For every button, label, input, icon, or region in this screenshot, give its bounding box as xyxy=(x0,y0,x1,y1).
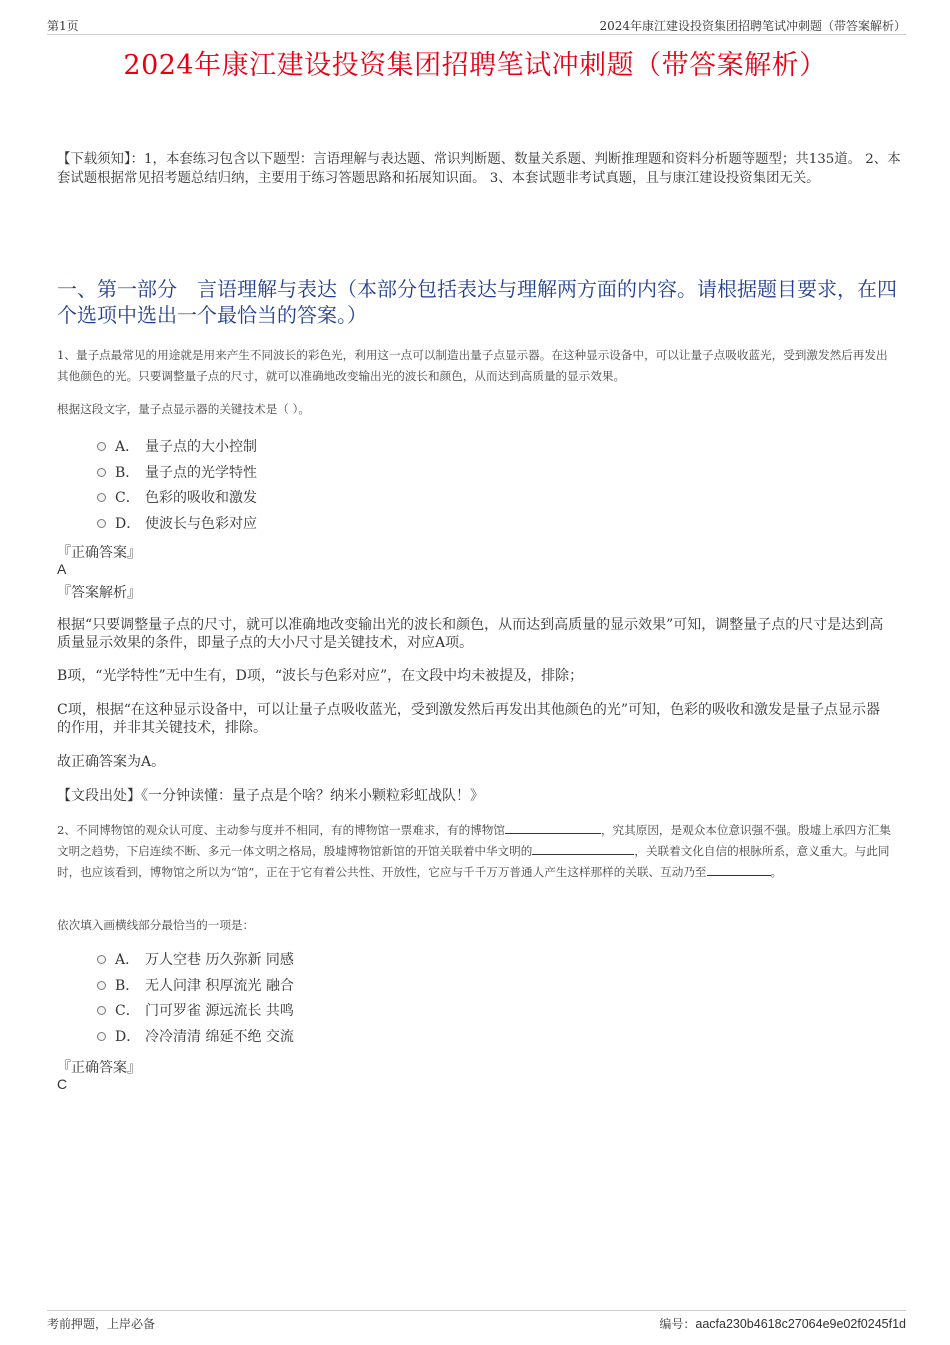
question-1-analysis-label: 『答案解析』 xyxy=(57,585,141,601)
radio-icon[interactable] xyxy=(97,1006,106,1015)
question-2-options xyxy=(95,946,495,1049)
option-c[interactable] xyxy=(95,484,495,510)
option-a[interactable] xyxy=(95,433,495,459)
question-2-text-part: ，究其原因，是观众本位意识强不强。殷墟上承四方汇集文明之趋势，下启连续不断、多元一体文明之格局，殷墟博物馆新馆的开馆关联着中华文明的 xyxy=(57,823,891,858)
question-1-text: 1、量子点最常见的用途就是用来产生不同波长的彩色光，利用这一点可以制造出量子点显示器。在这种显示设备中，可以让量子点吸收蓝光，受到激发然后再发出其他颜色的光。只要调整量子点的尺寸，就可以准确地改变输出光的波长和颜色，从而达到高质量的显示效果。 xyxy=(57,348,888,383)
question-2-text-part: 。 xyxy=(770,865,783,879)
option-d[interactable] xyxy=(95,510,495,536)
option-text: 万人空巷 历久弥新 同感 xyxy=(145,952,294,968)
section-heading: 一、第一部分 言语理解与表达（本部分包括表达与理解两方面的内容。请根据题目要求，在四个选项中选出一个最恰当的答案。） xyxy=(57,277,897,327)
question-2-text-part: 2、不同博物馆的观众认可度、主动参与度并不相同，有的博物馆一票难求，有的博物馆 xyxy=(57,823,505,837)
fill-blank xyxy=(532,841,634,855)
question-1-prompt: 根据这段文字，量子点显示器的关键技术是（ ）。 xyxy=(57,402,310,416)
analysis-paragraph: C项，根据“在这种显示设备中，可以让量子点吸收蓝光，受到激发然后再发出其他颜色的光”可知，色彩的吸收和激发是量子点显示器的作用，并非其关键技术，排除。 xyxy=(57,702,881,736)
question-1-answer-label: 『正确答案』 xyxy=(57,545,141,561)
fill-blank xyxy=(505,820,601,834)
question-2-text xyxy=(57,820,899,883)
radio-icon[interactable] xyxy=(97,468,106,477)
question-2-prompt: 依次填入画横线部分最恰当的一项是： xyxy=(57,918,255,932)
option-b[interactable] xyxy=(95,972,495,998)
option-letter: A． xyxy=(115,439,140,455)
footer-slogan: 考前押题，上岸必备 xyxy=(47,1317,156,1331)
radio-icon[interactable] xyxy=(97,493,106,502)
option-text: 使波长与色彩对应 xyxy=(145,516,257,533)
question-2-answer-label: 『正确答案』 xyxy=(57,1060,141,1076)
document-code xyxy=(659,1315,906,1332)
option-letter: C． xyxy=(115,490,140,507)
option-letter: D． xyxy=(115,516,141,533)
question-1-options xyxy=(95,433,495,536)
code-label: 编号： xyxy=(659,1317,696,1331)
header-doc-title: 2024年康江建设投资集团招聘笔试冲刺题（带答案解析） xyxy=(599,19,906,33)
radio-icon[interactable] xyxy=(97,981,106,990)
page-footer xyxy=(47,1310,906,1333)
code-value: aacfa230b4618c27064e9e02f0245f1d xyxy=(695,1317,906,1331)
option-d[interactable] xyxy=(95,1023,495,1049)
question-1-answer: A xyxy=(57,561,67,577)
analysis-source: 【文段出处】《一分钟读懂：量子点是个啥？纳米小颗粒彩虹战队！》 xyxy=(57,788,484,804)
option-text: 无人问津 积厚流光 融合 xyxy=(145,977,294,994)
analysis-conclusion: 故正确答案为A。 xyxy=(57,754,166,770)
option-text: 量子点的大小控制 xyxy=(145,439,257,455)
option-b[interactable] xyxy=(95,459,495,485)
question-2-answer: C xyxy=(57,1076,68,1092)
option-text: 冷冷清清 绵延不绝 交流 xyxy=(145,1029,294,1046)
option-letter: A． xyxy=(115,952,140,968)
radio-icon[interactable] xyxy=(97,955,106,964)
fill-blank xyxy=(707,862,771,876)
option-letter: B． xyxy=(115,977,140,994)
option-c[interactable] xyxy=(95,997,495,1023)
page-number: 第1页 xyxy=(47,19,79,33)
page-title: 2024年康江建设投资集团招聘笔试冲刺题（带答案解析） xyxy=(123,50,827,81)
radio-icon[interactable] xyxy=(97,1032,106,1041)
option-letter: B． xyxy=(115,464,140,481)
radio-icon[interactable] xyxy=(97,442,106,451)
option-letter: D． xyxy=(115,1029,141,1046)
analysis-paragraph: B项，“光学特性”无中生有，D项，“波长与色彩对应”，在文段中均未被提及，排除； xyxy=(57,668,584,684)
question-2-text-part: ，关联着文化自信的根脉所系，意义重大。与此同时，也应该看到，博物馆之所以为“馆”，正在于它有着公共性、开放性，它应与千千万万普通人产生这样那样的关联、互动乃至 xyxy=(57,844,890,879)
download-notice: 【下载须知】：1，本套练习包含以下题型：言语理解与表达题、常识判断题、数量关系题、判断推理题和资料分析题等题型；共135道。 2、本套试题根据常见招考题总结归纳，主要用于练习答题思路和拓展知识面。 3、本套试题非考试真题，且与康江建设投资集团无关。 xyxy=(57,152,901,186)
option-letter: C． xyxy=(115,1003,140,1020)
page-header xyxy=(47,14,906,35)
analysis-paragraph: 根据“只要调整量子点的尺寸，就可以准确地改变输出光的波长和颜色，从而达到高质量的显示效果”可知，调整量子点的尺寸是达到高质量显示效果的条件，即量子点的大小尺寸是关键技术，对应A项。 xyxy=(57,617,884,651)
option-a[interactable] xyxy=(95,946,495,972)
option-text: 色彩的吸收和激发 xyxy=(145,490,257,507)
option-text: 门可罗雀 源远流长 共鸣 xyxy=(145,1003,294,1020)
option-text: 量子点的光学特性 xyxy=(145,464,257,481)
radio-icon[interactable] xyxy=(97,519,106,528)
